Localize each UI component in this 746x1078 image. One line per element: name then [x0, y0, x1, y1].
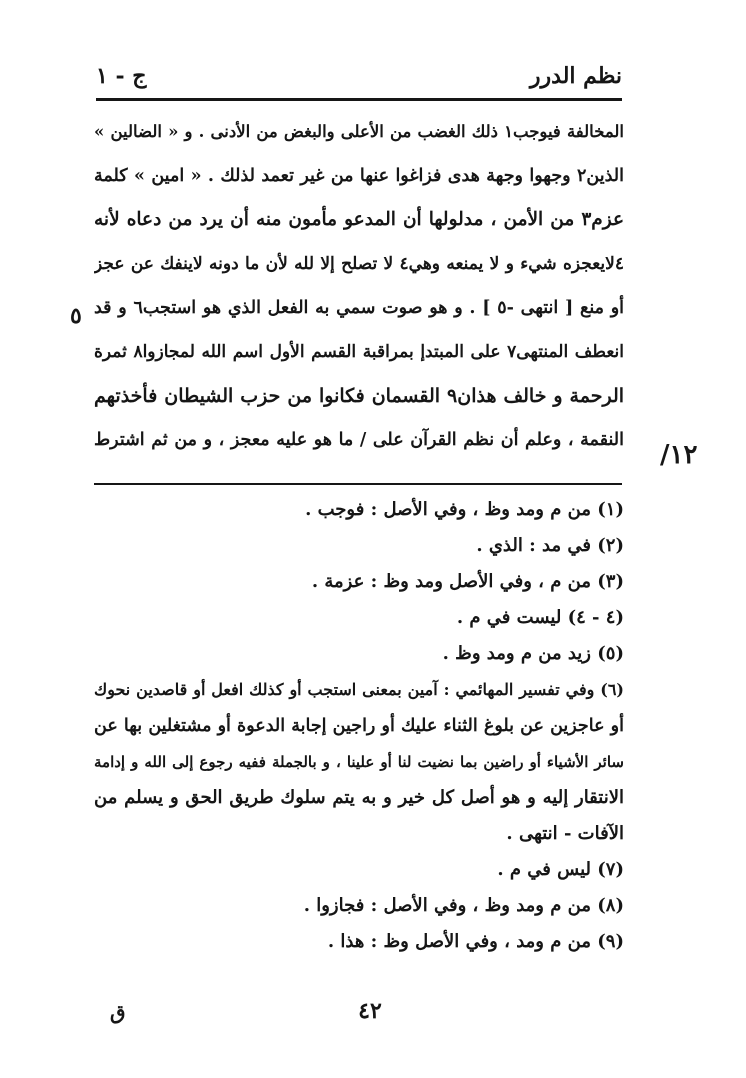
- text-line: الرحمة و خالف هذان٩ القسمان فكانوا من حزب الشيطان فأخذتهم: [94, 385, 624, 407]
- footnote: (٣) من م ، وفي الأصل ومد وظ : عزمة .: [311, 571, 624, 592]
- footnote: (٨) من م ومد وظ ، وفي الأصل : فجازوا .: [303, 895, 624, 916]
- text-line: الذين٢ وجهوا وجهة هدى فزاغوا عنها من غير تعمد لذلك . « امين » كلمة: [94, 166, 624, 186]
- header-rule: [96, 98, 622, 101]
- footnote: (١) من م ومد وظ ، وفي الأصل : فوجب .: [305, 499, 624, 520]
- footnote: (٦) وفي تفسير المهائمي : آمين بمعنى استجب أو كذلك افعل أو قاصدين نحوك: [94, 680, 624, 699]
- footnote-continuation: سائر الأشياء أو راضين بما نضيت لنا أو علينا ، و بالجملة ففيه رجوع إلى الله و إدامة: [94, 753, 624, 771]
- margin-folio-reference: ١٢/: [660, 440, 698, 470]
- footnote: (٩) من م ومد ، وفي الأصل وظ : هذا .: [327, 931, 624, 952]
- footnotes: [94, 492, 624, 960]
- volume-label: ج - ١: [96, 63, 147, 89]
- footnote-continuation: أو عاجزين عن بلوغ الثناء عليك أو راجين إجابة الدعوة أو مشتغلين بها عن: [94, 716, 624, 736]
- text-line: النقمة ، وعلم أن نظم القرآن على / ما هو عليه معجز ، و من ثم اشترط: [94, 430, 624, 450]
- footnote: (٥) زيد من م ومد وظ .: [442, 643, 624, 664]
- page-number: ٤٢: [358, 998, 382, 1024]
- text-line: انعطف المنتهى٧ على المبتدإ بمراقبة القسم الأول اسم الله لمجازوا٨ ثمرة: [94, 342, 624, 362]
- footnote-continuation: الآفات - انتهى .: [506, 823, 624, 844]
- footnote: (٢) في مد : الذي .: [476, 535, 624, 556]
- text-line: ٤لايعجزه شيء و لا يمنعه وهي٤ لا تصلح إلا لله لأن ما دونه لاينفك عن عجز: [94, 254, 624, 274]
- book-title: نظم الدرر: [529, 63, 622, 89]
- footnote-continuation: الانتقار إليه و هو أصل كل خير و به يتم سلوك طريق الحق و يسلم من: [94, 787, 624, 808]
- signature-mark: ق: [110, 1000, 126, 1024]
- footnote: (٤ - ٤) ليست في م .: [456, 607, 624, 628]
- text-line: المخالفة فيوجب١ ذلك الغضب من الأعلى والبغض من الأدنى . و « الضالين »: [94, 122, 624, 141]
- footnote-rule: [94, 483, 622, 485]
- main-text: [94, 110, 624, 462]
- footnote: (٧) ليس في م .: [497, 859, 624, 880]
- text-line: عزم٣ من الأمن ، مدلولها أن المدعو مأمون منه أن يرد من دعاه لأنه: [94, 209, 624, 230]
- running-head: [96, 58, 622, 94]
- line-number: ٥: [70, 303, 82, 329]
- text-line: أو منع [ انتهى -٥ ] . و هو صوت سمي به الفعل الذي هو استجب٦ و قد: [94, 298, 624, 318]
